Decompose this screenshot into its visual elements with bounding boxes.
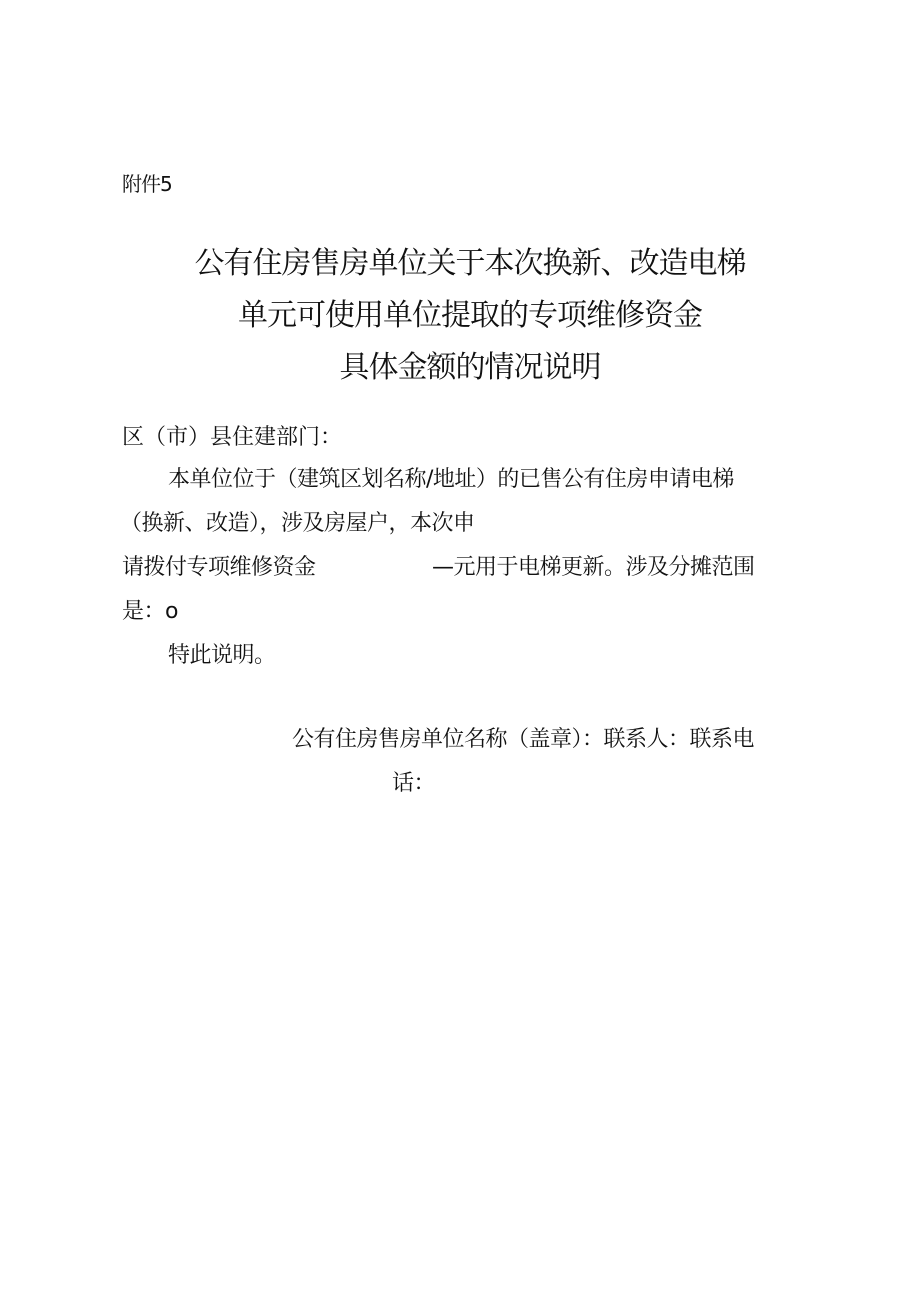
closing-text: 特此说明。 xyxy=(168,643,276,668)
attachment-label: 附件5 xyxy=(122,172,172,196)
signature-line-1: 公有住房售房单位名称（盖章）：联系人：联系电 xyxy=(292,727,755,752)
signature-line-2: 话： xyxy=(392,771,436,796)
body-line-3-right: —元用于电梯更新。涉及分摊范围 xyxy=(432,555,755,580)
addressee: 区（市）县住建部门： xyxy=(122,425,343,450)
body-line-4: 是：o xyxy=(122,599,178,624)
title-line-1: 公有住房售房单位关于本次换新、改造电梯 xyxy=(194,246,746,281)
body-line-2: （换新、改造），涉及房屋户，本次申 xyxy=(120,511,475,536)
body-line-1: 本单位位于（建筑区划名称/地址）的已售公有住房申请电梯 xyxy=(168,467,734,492)
body-line-3-left: 请拨付专项维修资金 xyxy=(122,555,316,580)
title-line-3: 具体金额的情况说明 xyxy=(339,350,601,385)
document-title xyxy=(120,238,820,394)
title-line-2: 单元可使用单位提取的专项维修资金 xyxy=(238,298,702,333)
